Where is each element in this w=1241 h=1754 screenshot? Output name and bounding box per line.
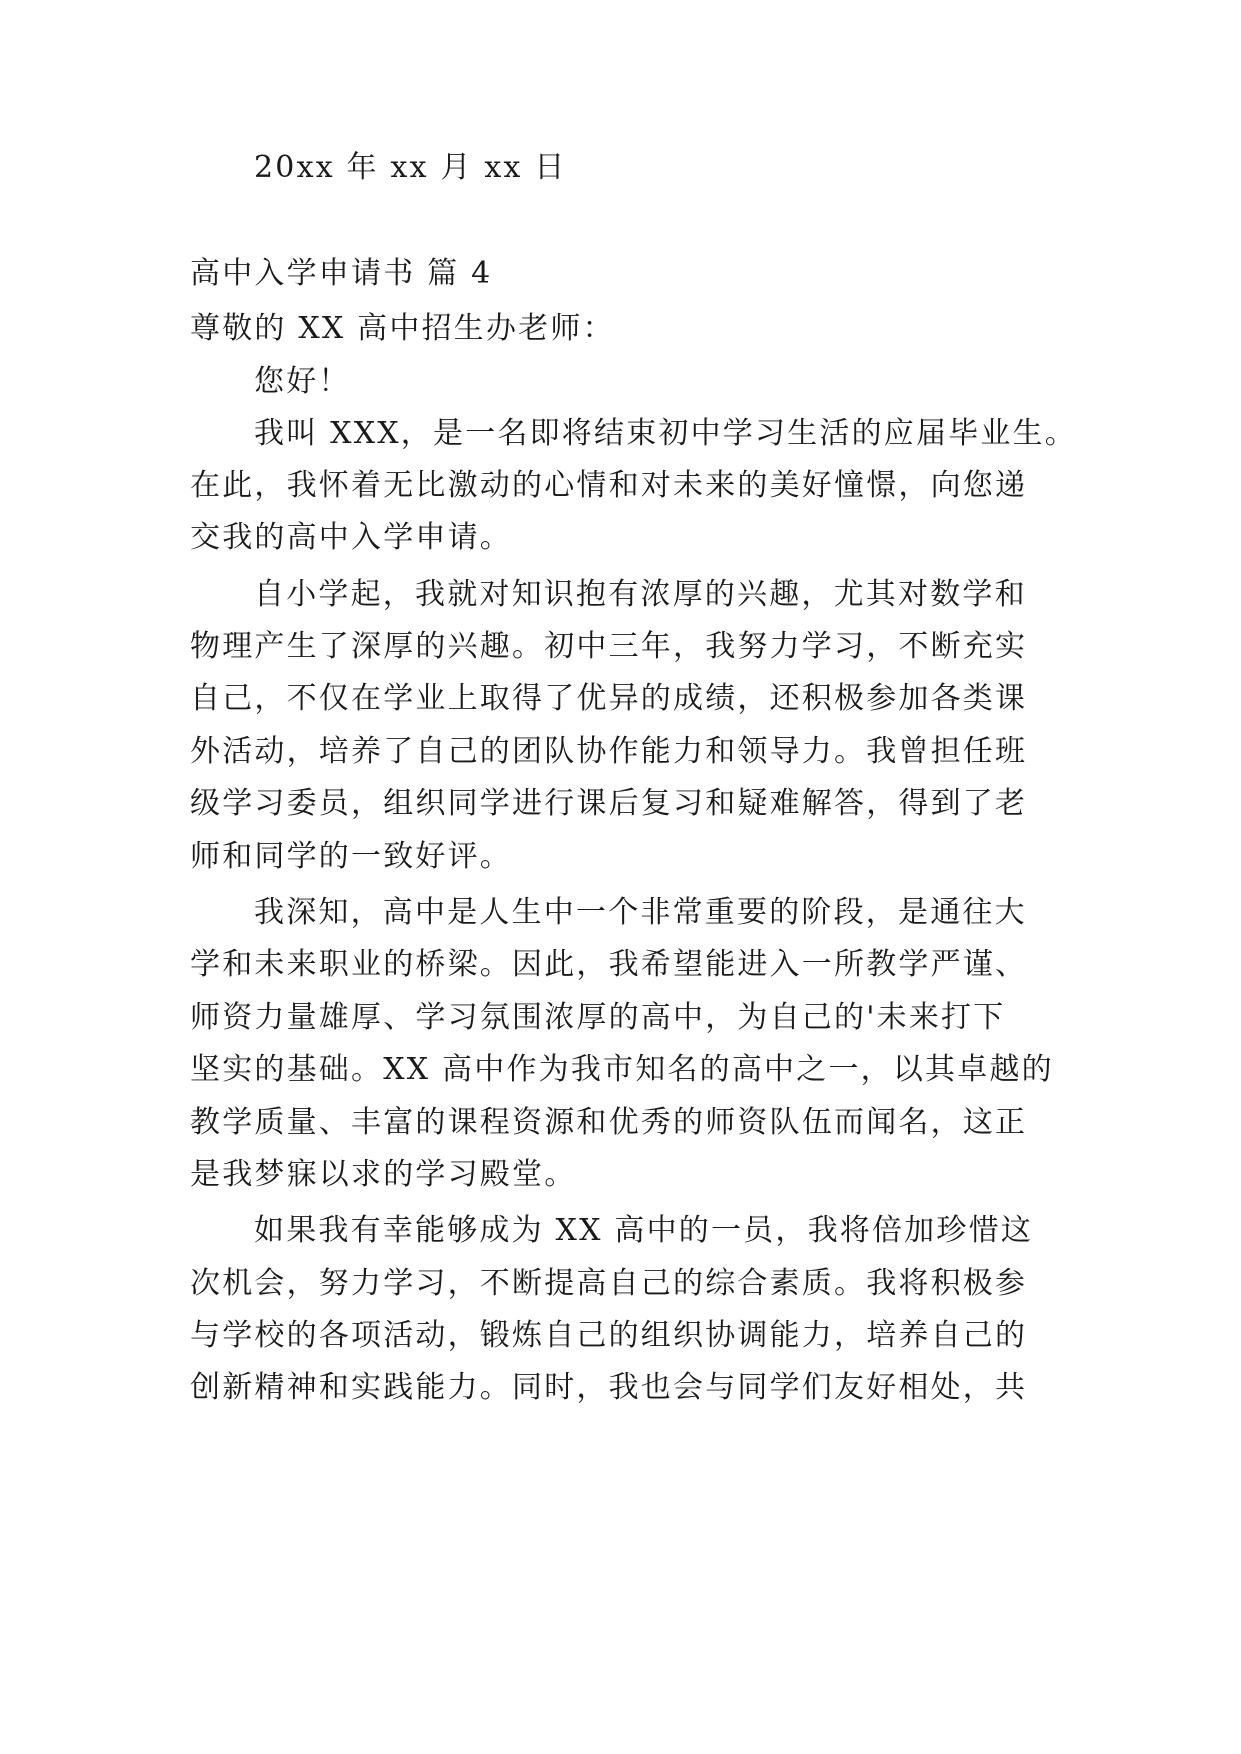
body-line: 坚实的基础。XX 高中作为我市知名的高中之一，以其卓越的 bbox=[190, 1052, 1054, 1087]
body-line: 师资力量雄厚、学习氛围浓厚的高中，为自己的'未来打下 bbox=[190, 1000, 1006, 1035]
body-line: 我叫 XXX，是一名即将结束初中学习生活的应届毕业生。 bbox=[254, 416, 1078, 451]
greeting: 您好！ bbox=[254, 364, 351, 399]
body-line: 我深知，高中是人生中一个非常重要的阶段，是通往大 bbox=[254, 895, 1027, 930]
body-line: 教学质量、丰富的课程资源和优秀的师资队伍而闻名，这正 bbox=[190, 1105, 1028, 1140]
body-line: 师和同学的一致好评。 bbox=[190, 839, 512, 874]
body-line: 如果我有幸能够成为 XX 高中的一员，我将倍加珍惜这 bbox=[254, 1213, 1033, 1248]
body-line: 在此，我怀着无比激动的心情和对未来的美好憧憬，向您递 bbox=[190, 468, 1028, 503]
body-line: 自小学起，我就对知识抱有浓厚的兴趣，尤其对数学和 bbox=[254, 577, 1027, 612]
body-line: 物理产生了深厚的兴趣。初中三年，我努力学习，不断充实 bbox=[190, 629, 1028, 664]
body-line: 是我梦寐以求的学习殿堂。 bbox=[190, 1157, 577, 1192]
body-line: 学和未来职业的桥梁。因此，我希望能进入一所教学严谨、 bbox=[190, 947, 1028, 982]
salutation: 尊敬的 XX 高中招生办老师： bbox=[190, 311, 615, 346]
body-line: 交我的高中入学申请。 bbox=[190, 520, 512, 555]
body-line: 自己，不仅在学业上取得了优异的成绩，还积极参加各类课 bbox=[190, 681, 1028, 716]
body-line: 创新精神和实践能力。同时，我也会与同学们友好相处，共 bbox=[190, 1370, 1028, 1405]
body-line: 外活动，培养了自己的团队协作能力和领导力。我曾担任班 bbox=[190, 734, 1028, 769]
section-title: 高中入学申请书 篇 4 bbox=[190, 256, 493, 291]
body-line: 级学习委员，组织同学进行课后复习和疑难解答，得到了老 bbox=[190, 786, 1028, 821]
body-line: 次机会，努力学习，不断提高自己的综合素质。我将积极参 bbox=[190, 1266, 1028, 1301]
date-line: 20xx 年 xx 月 xx 日 bbox=[254, 150, 567, 185]
body-line: 与学校的各项活动，锻炼自己的组织协调能力，培养自己的 bbox=[190, 1318, 1028, 1353]
